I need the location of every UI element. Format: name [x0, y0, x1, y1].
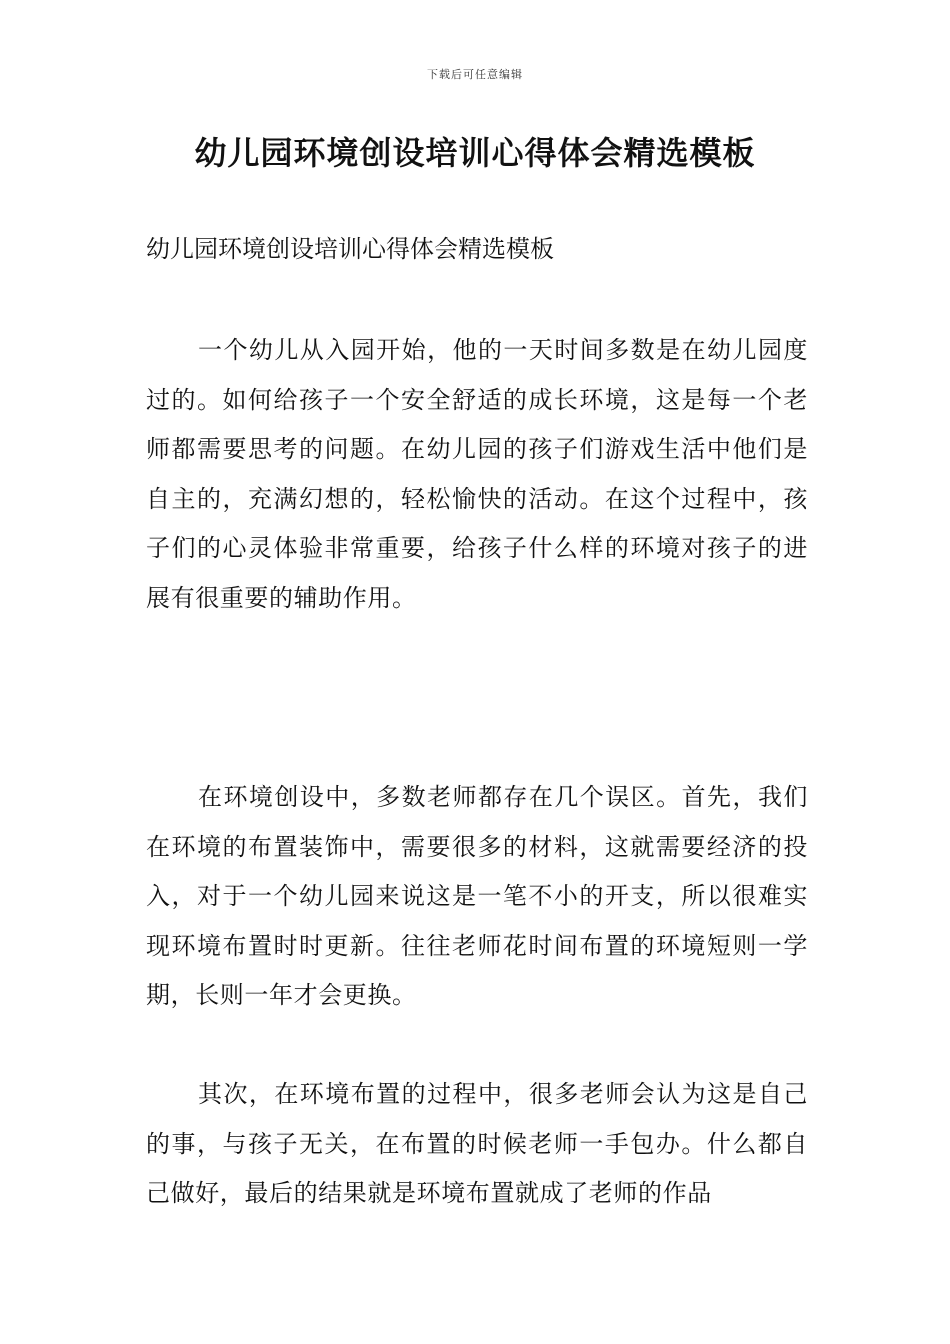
paragraph-2: 在环境创设中，多数老师都存在几个误区。首先，我们在环境的布置装饰中，需要很多的材料，这就需要经济的投入，对于一个幼儿园来说这是一笔不小的开支，所以很难实现环境布置时时更新。往往老师花时间布置的环境短则一学期，长则一年才会更换。 — [146, 783, 808, 1010]
document-subtitle: 幼儿园环境创设培训心得体会精选模板 — [146, 235, 554, 263]
paragraph-1: 一个幼儿从入园开始，他的一天时间多数是在幼儿园度过的。如何给孩子一个安全舒适的成长环境，这是每一个老师都需要思考的问题。在幼儿园的孩子们游戏生活中他们是自主的，充满幻想的，轻松愉快的活动。在这个过程中，孩子们的心灵体验非常重要，给孩子什么样的环境对孩子的进展有很重要的辅助作用。 — [146, 336, 808, 612]
paragraph-3: 其次，在环境布置的过程中，很多老师会认为这是自己的事，与孩子无关，在布置的时候老师一手包办。什么都自己做好，最后的结果就是环境布置就成了老师的作品 — [146, 1080, 808, 1208]
document-title: 幼儿园环境创设培训心得体会精选模板 — [194, 134, 756, 172]
header-note: 下载后可任意编辑 — [427, 68, 523, 81]
